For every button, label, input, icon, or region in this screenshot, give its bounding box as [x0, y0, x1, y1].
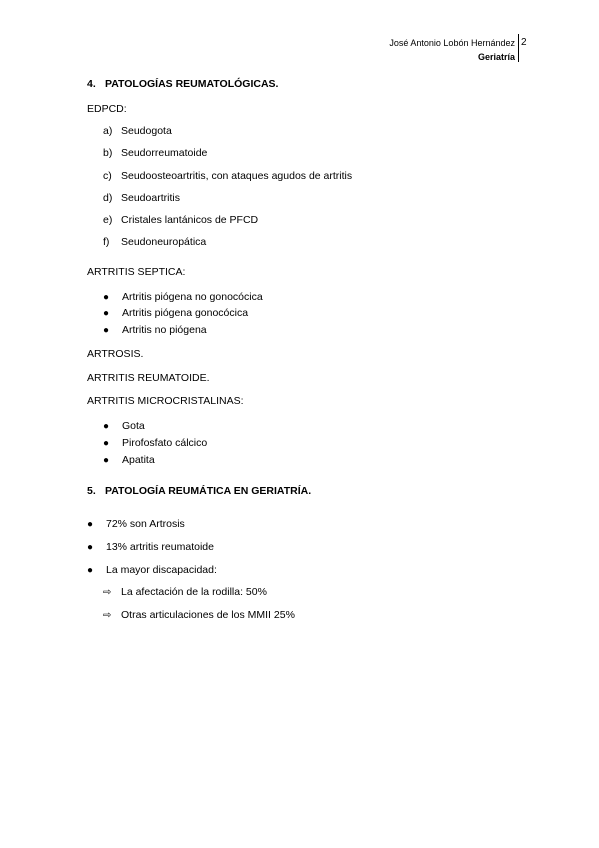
edpcd-item — [103, 147, 207, 159]
bullet-icon: ● — [103, 325, 110, 336]
section-5-title: PATOLOGÍA REUMÁTICA EN GERIATRÍA. — [105, 485, 312, 497]
septica-item — [103, 324, 207, 336]
septica-item — [103, 291, 263, 303]
bullet-icon: ● — [87, 519, 94, 530]
list-text: Pirofosfato cálcico — [122, 437, 208, 449]
discapacidad-subitem — [103, 609, 295, 621]
edpcd-item — [103, 125, 172, 137]
list-text: Artritis piógena gonocócica — [122, 307, 249, 319]
list-text: Otras articulaciones de los MMII 25% — [121, 609, 295, 621]
geriatria-item — [87, 518, 185, 530]
bullet-icon: ● — [103, 292, 110, 303]
discapacidad-subitem — [103, 586, 267, 598]
section-5-heading — [87, 485, 311, 497]
bullet-icon: ● — [87, 542, 94, 553]
list-text: 13% artritis reumatoide — [106, 541, 214, 553]
page-number: 2 — [521, 37, 527, 48]
header-author: José Antonio Lobón Hernández — [389, 38, 515, 48]
list-text: Artritis piógena no gonocócica — [122, 291, 263, 303]
micro-item — [103, 420, 145, 432]
list-text: Seudorreumatoide — [121, 147, 208, 159]
list-text: Seudoneuropática — [121, 236, 207, 248]
septica-label: ARTRITIS SEPTICA: — [87, 266, 186, 278]
section-4-heading — [87, 78, 278, 90]
list-text: Seudoartritis — [121, 192, 180, 204]
list-marker: d) — [103, 192, 113, 204]
list-text: Cristales lantánicos de PFCD — [121, 214, 259, 226]
artrosis-label: ARTROSIS. — [87, 348, 144, 360]
list-marker: e) — [103, 214, 113, 226]
bullet-icon: ● — [103, 455, 110, 466]
bullet-icon: ● — [103, 438, 110, 449]
microcristalinas-label: ARTRITIS MICROCRISTALINAS: — [87, 395, 244, 407]
list-marker: f) — [103, 236, 110, 248]
header-divider — [518, 34, 519, 62]
arrow-right-icon: ⇨ — [103, 610, 112, 621]
section-4-title: PATOLOGÍAS REUMATOLÓGICAS. — [105, 78, 279, 90]
list-text: Artritis no piógena — [122, 324, 207, 336]
edpcd-item — [103, 214, 258, 226]
list-marker: b) — [103, 147, 113, 159]
bullet-icon: ● — [103, 308, 110, 319]
list-text: La afectación de la rodilla: 50% — [121, 586, 267, 598]
bullet-icon: ● — [87, 565, 94, 576]
edpcd-label: EDPCD: — [87, 103, 127, 115]
edpcd-item — [103, 192, 180, 204]
septica-item — [103, 307, 248, 319]
list-text: Gota — [122, 420, 145, 432]
geriatria-item — [87, 564, 217, 576]
arrow-right-icon: ⇨ — [103, 587, 112, 598]
header-text — [389, 36, 515, 64]
list-marker: a) — [103, 125, 113, 137]
micro-item — [103, 454, 155, 466]
list-text: La mayor discapacidad: — [106, 564, 217, 576]
list-text: 72% son Artrosis — [106, 518, 185, 530]
list-text: Seudogota — [121, 125, 172, 137]
edpcd-item — [103, 170, 352, 182]
geriatria-item — [87, 541, 214, 553]
list-text: Seudoosteoartritis, con ataques agudos de artritis — [121, 170, 353, 182]
edpcd-item — [103, 236, 206, 248]
section-5-number: 5. — [87, 485, 96, 497]
header-subject: Geriatría — [477, 52, 515, 62]
reumatoide-label: ARTRITIS REUMATOIDE. — [87, 372, 210, 384]
micro-item — [103, 437, 207, 449]
list-text: Apatita — [122, 454, 155, 466]
section-4-number: 4. — [87, 78, 96, 90]
bullet-icon: ● — [103, 421, 110, 432]
list-marker: c) — [103, 170, 112, 182]
